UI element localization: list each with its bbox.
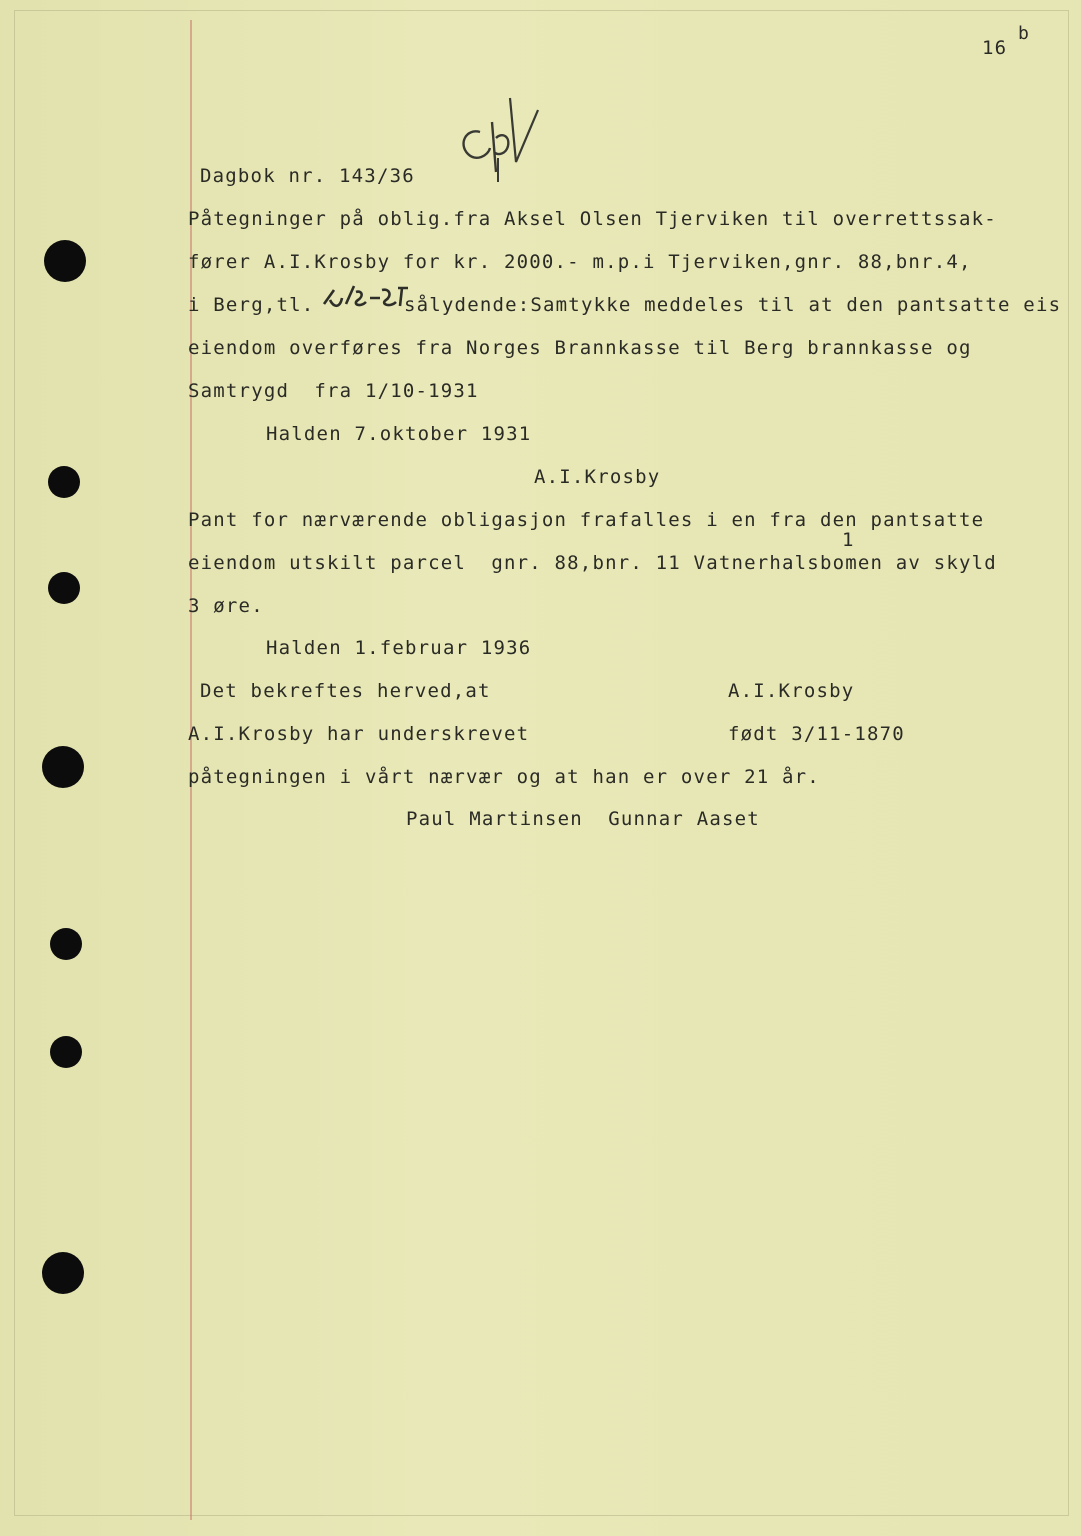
page-number: 16 xyxy=(982,37,1008,59)
handwritten-date-icon xyxy=(320,282,410,312)
punch-hole-icon xyxy=(48,466,80,498)
signature-name: A.I.Krosby xyxy=(534,466,661,488)
text-line: sålydende:Samtykke meddeles til at den pantsatte eis xyxy=(404,294,1062,316)
punch-hole-icon xyxy=(48,572,80,604)
punch-hole-icon xyxy=(50,928,82,960)
text-line: Samtrygd fra 1/10-1931 xyxy=(188,380,479,402)
witness-names: Paul Martinsen Gunnar Aaset xyxy=(406,808,760,830)
text-line: i Berg,tl. xyxy=(188,294,315,316)
punch-hole-icon xyxy=(44,240,86,282)
page-suffix: b xyxy=(1018,23,1031,44)
text-line: eiendom overføres fra Norges Brannkasse til Berg brannkasse og xyxy=(188,337,972,359)
punch-hole-icon xyxy=(42,746,84,788)
place-date: Halden 1.februar 1936 xyxy=(266,637,532,659)
interlinear-note: 1 xyxy=(842,529,855,551)
handwritten-initials-icon xyxy=(452,92,542,184)
attest-name: A.I.Krosby xyxy=(728,680,855,702)
journal-number: Dagbok nr. 143/36 xyxy=(200,165,415,187)
birth-date: født 3/11-1870 xyxy=(728,723,905,745)
punch-hole-icon xyxy=(42,1252,84,1294)
place-date: Halden 7.oktober 1931 xyxy=(266,423,532,445)
page-border xyxy=(14,10,1069,1516)
text-line: Påtegninger på oblig.fra Aksel Olsen Tjerviken til overrettssak- xyxy=(188,208,997,230)
attest-line: A.I.Krosby har underskrevet xyxy=(188,723,530,745)
attest-line: påtegningen i vårt nærvær og at han er over 21 år. xyxy=(188,766,820,788)
text-line: eiendom utskilt parcel gnr. 88,bnr. 11 Vatnerhalsbomen av skyld xyxy=(188,552,997,574)
text-line: Pant for nærværende obligasjon frafalles i en fra den pantsatte xyxy=(188,509,985,531)
text-line: 3 øre. xyxy=(188,595,264,617)
punch-hole-icon xyxy=(50,1036,82,1068)
text-line: fører A.I.Krosby for kr. 2000.- m.p.i Tjerviken,gnr. 88,bnr.4, xyxy=(188,251,972,273)
attest-line: Det bekreftes herved,at xyxy=(200,680,491,702)
